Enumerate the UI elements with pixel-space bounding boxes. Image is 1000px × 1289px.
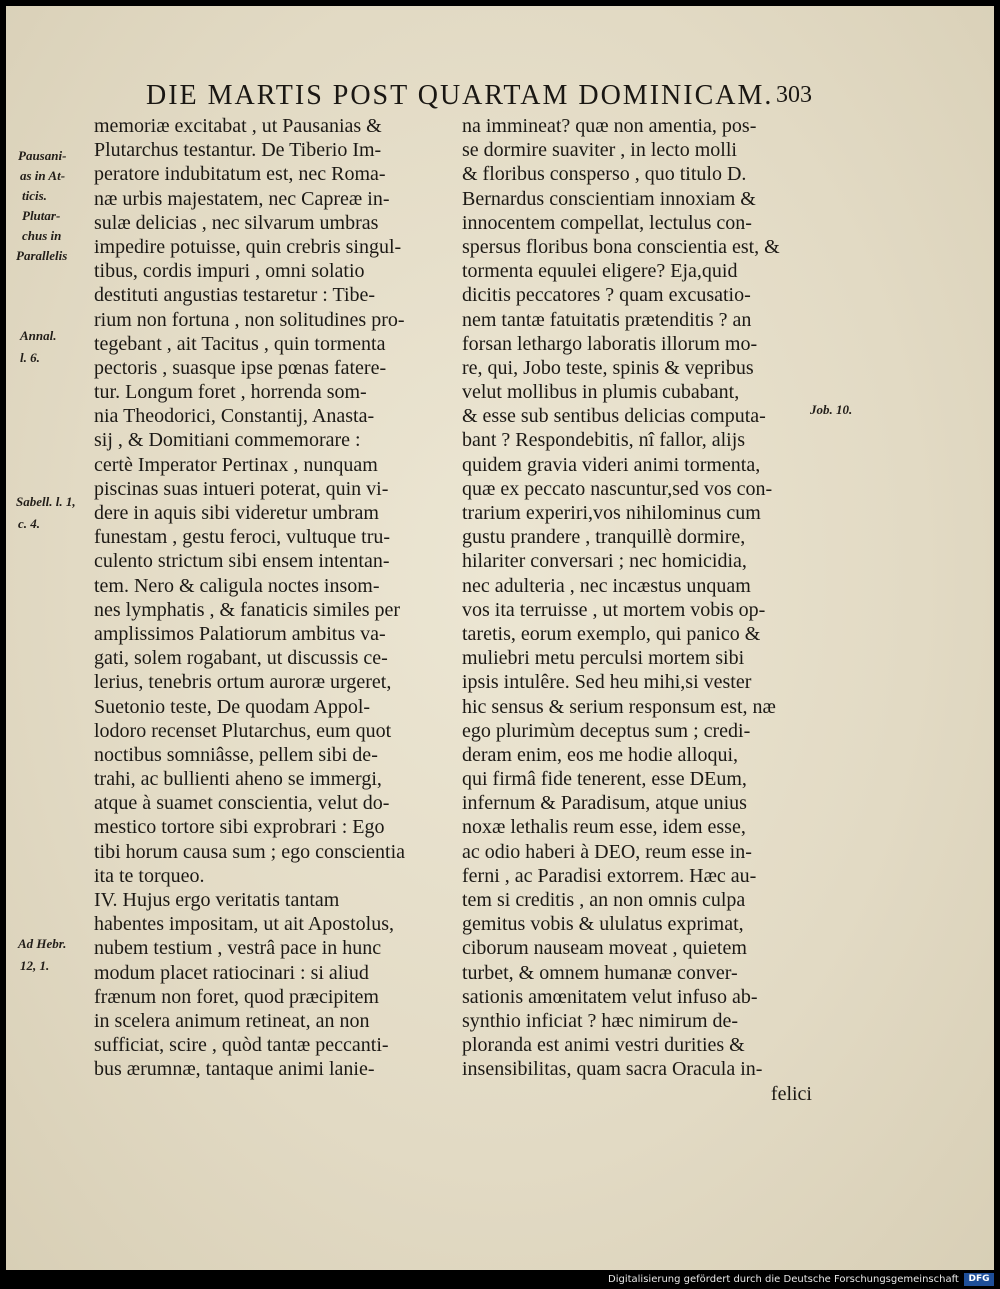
text-line: tormenta equulei eligere? Eja,quid	[462, 260, 738, 283]
text-line: modum placet ratiocinari : si aliud	[94, 961, 369, 984]
text-line: culento strictum sibi ensem intentan-	[94, 550, 390, 573]
text-line: hilariter conversari ; nec homicidia,	[462, 550, 747, 573]
text-line: ita te torqueo.	[94, 864, 205, 887]
text-line: taretis, eorum exemplo, qui panico &	[462, 622, 761, 645]
text-line: nec adulteria , nec incæstus unquam	[462, 574, 751, 597]
footer-credit: Digitalisierung gefördert durch die Deutsche Forschungsgemeinschaft	[608, 1274, 959, 1285]
text-line: infernum & Paradisum, atque unius	[462, 792, 747, 815]
text-line: memoriæ excitabat , ut Pausanias &	[94, 115, 382, 137]
text-line: noctibus somniâsse, pellem sibi de-	[94, 743, 378, 766]
text-line: nem tantæ fatuitatis prætenditis ? an	[462, 308, 752, 331]
dfg-logo: DFG	[964, 1273, 994, 1286]
text-line: forsan lethargo laboratis illorum mo-	[462, 332, 758, 355]
text-line: pectoris , suasque ipse pœnas fatere-	[94, 356, 387, 379]
text-line: nubem testium , vestrâ pace in hunc	[94, 937, 382, 960]
text-line: certè Imperator Pertinax , nunquam	[94, 453, 378, 476]
text-line: sufficiat, scire , quòd tantæ peccanti-	[94, 1034, 389, 1057]
text-line: sulæ delicias , nec silvarum umbras	[94, 211, 379, 234]
margin-note: c. 4.	[18, 516, 41, 531]
right-text-column	[462, 114, 812, 1106]
margin-note: ticis.	[22, 188, 47, 203]
text-line: in scelera animum retineat, an non	[94, 1009, 370, 1032]
digitization-footer	[0, 1270, 1000, 1289]
text-line: amplissimos Palatiorum ambitus va-	[94, 622, 386, 645]
text-line: funestam , gestu feroci, vultuque tru-	[94, 526, 391, 549]
text-line: dere in aquis sibi videretur umbram	[94, 502, 379, 524]
margin-note: Parallelis	[16, 248, 68, 263]
text-line: noxæ lethalis reum esse, idem esse,	[462, 816, 746, 839]
text-line: Plutarchus testantur. De Tiberio Im-	[94, 139, 382, 162]
text-line: & esse sub sentibus delicias computa-	[462, 405, 766, 428]
text-line: ipsis intulêre. Sed heu mihi,si vester	[462, 671, 752, 694]
text-line: bant ? Respondebitis, nî fallor, alijs	[462, 429, 746, 452]
text-line: lerius, tenebris ortum auroræ urgeret,	[94, 671, 392, 694]
book-page	[6, 6, 994, 1270]
margin-note: l. 6.	[20, 350, 40, 365]
running-title: DIE MARTIS POST QUARTAM DOMINICAM.	[146, 80, 774, 111]
text-line: velut mollibus in plumis cubabant,	[462, 381, 740, 404]
left-text-column	[94, 114, 446, 1082]
text-line: habentes impositam, ut ait Apostolus,	[94, 913, 394, 936]
text-line: turbet, & omnem humanæ conver-	[462, 961, 738, 984]
margin-note: chus in	[22, 228, 62, 243]
margin-note: Annal.	[20, 328, 57, 343]
text-line: rium non fortuna , non solitudines pro-	[94, 308, 405, 331]
text-line: dicitis peccatores ? quam excusatio-	[462, 284, 751, 307]
text-line: sationis amœnitatem velut infuso ab-	[462, 985, 758, 1008]
margin-note: as in At-	[20, 168, 66, 183]
margin-note: Plutar-	[22, 208, 61, 223]
text-line: na immineat? quæ non amentia, pos-	[462, 115, 757, 137]
margin-note: Pausani-	[18, 148, 67, 163]
text-line: destituti angustias testaretur : Tibe-	[94, 284, 376, 307]
text-line: impedire potuisse, quin crebris singul-	[94, 235, 402, 258]
text-line: ego plurimùm deceptus sum ; credi-	[462, 719, 751, 742]
text-line: quidem gravia videri animi tormenta,	[462, 453, 761, 476]
text-line: tem. Nero & caligula noctes insom-	[94, 574, 380, 597]
text-line: deram enim, eos me hodie alloqui,	[462, 743, 739, 766]
text-line: felici	[770, 1082, 812, 1105]
text-line: ferni , ac Paradisi extorrem. Hæc au-	[462, 864, 757, 887]
text-line: quæ ex peccato nascuntur,sed vos con-	[462, 477, 773, 500]
text-line: atque à suamet conscientia, velut do-	[94, 792, 390, 815]
text-line: & floribus consperso , quo titulo D.	[462, 163, 747, 186]
text-line: synthio inficiat ? hæc nimirum de-	[462, 1009, 739, 1032]
text-line: gati, solem rogabant, ut discussis ce-	[94, 647, 388, 670]
text-line: sij , & Domitiani commemorare :	[94, 429, 361, 452]
text-line: tibi horum causa sum ; ego conscientia	[94, 840, 406, 863]
text-line: Bernardus conscientiam innoxiam &	[462, 187, 756, 210]
text-line: IV. Hujus ergo veritatis tantam	[94, 889, 340, 911]
text-line: mestico tortore sibi exprobrari : Ego	[94, 816, 385, 839]
text-line: bus ærumnæ, tantaque animi lanie-	[94, 1058, 375, 1081]
text-line: gustu prandere , tranquillè dormire,	[462, 526, 746, 549]
text-line: qui firmâ fide tenerent, esse DEum,	[462, 768, 747, 791]
text-line: insensibilitas, quam sacra Oracula in-	[462, 1058, 763, 1081]
page-number: 303	[776, 82, 812, 108]
text-line: muliebri metu perculsi mortem sibi	[462, 647, 745, 670]
text-line: se dormire suaviter , in lecto molli	[462, 139, 737, 162]
text-line: tibus, cordis impuri , omni solatio	[94, 260, 365, 283]
margin-note: Sabell. l. 1,	[16, 494, 76, 509]
text-line: ac odio haberi à DEO, reum esse in-	[462, 840, 752, 863]
text-line: trahi, ac bullienti aheno se immergi,	[94, 768, 382, 791]
text-line: nes lymphatis , & fanaticis similes per	[94, 598, 401, 621]
text-line: Suetonio teste, De quodam Appol-	[94, 695, 371, 718]
text-line: lodoro recenset Plutarchus, eum quot	[94, 719, 392, 742]
text-line: gemitus vobis & ululatus exprimat,	[462, 913, 744, 936]
text-line: næ urbis majestatem, nec Capreæ in-	[94, 187, 390, 210]
margin-note: Job. 10.	[810, 402, 853, 417]
text-line: ciborum nauseam moveat , quietem	[462, 937, 747, 960]
text-line: tegebant , ait Tacitus , quin tormenta	[94, 332, 386, 355]
text-line: peratore indubitatum est, nec Roma-	[94, 163, 386, 186]
margin-note: Ad Hebr.	[18, 936, 67, 951]
text-line: hic sensus & serium responsum est, næ	[462, 695, 776, 718]
text-line: innocentem compellat, lectulus con-	[462, 211, 752, 234]
text-line: tur. Longum foret , horrenda som-	[94, 381, 367, 404]
text-line: tem si creditis , an non omnis culpa	[462, 889, 746, 911]
text-line: piscinas suas intueri poterat, quin vi-	[94, 477, 389, 500]
text-line: nia Theodorici, Constantij, Anasta-	[94, 405, 375, 428]
text-line: frænum non foret, quod præcipitem	[94, 985, 379, 1008]
text-line: ploranda est animi vestri durities &	[462, 1034, 745, 1057]
margin-note: 12, 1.	[20, 958, 50, 973]
text-line: re, qui, Jobo teste, spinis & vepribus	[462, 356, 754, 379]
text-line: spersus floribus bona conscientia est, &	[462, 235, 780, 258]
text-line: vos ita terruisse , ut mortem vobis op-	[462, 598, 766, 621]
text-line: trarium experiri,vos nihilominus cum	[462, 502, 761, 524]
